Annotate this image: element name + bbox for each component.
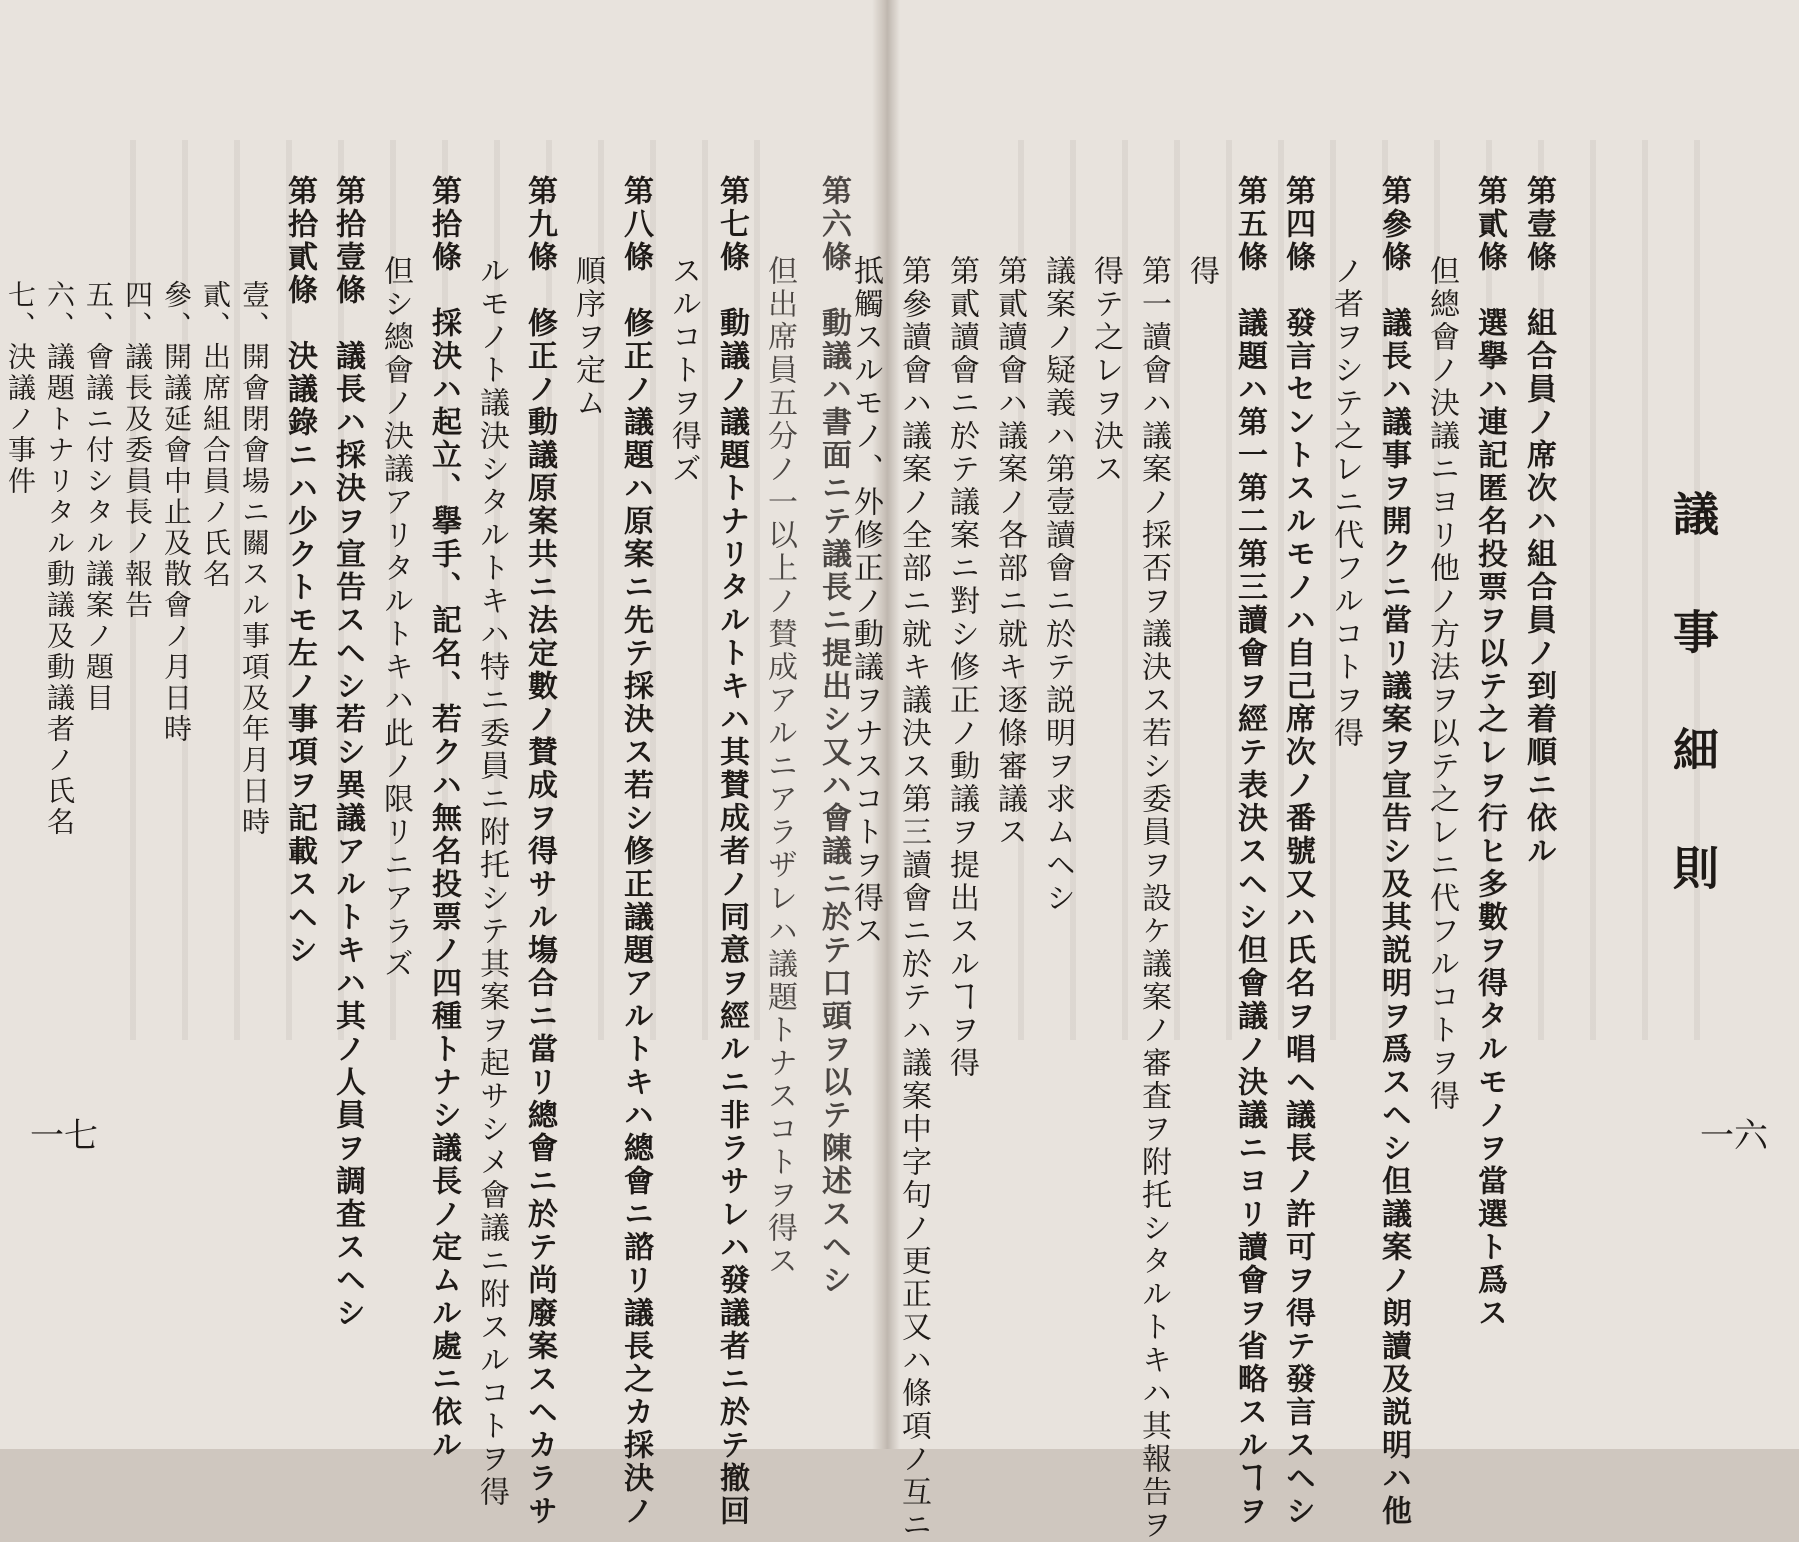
article-10-proviso: 但シ總會ノ決議アリタルトキハ此ノ限リニアラズ — [378, 255, 413, 981]
article-7-continued: スルコトヲ得ズ — [666, 255, 701, 486]
article-8-continued: 順序ヲ定ム — [570, 255, 605, 420]
article-9: 第九條 修正ノ動議原案共ニ法定數ノ賛成ヲ得サル塲合ニ當リ總會ニ於テ尚廢案スヘカラサ — [522, 175, 557, 1528]
first-reading-questions: 議案ノ疑義ハ第壹讀會ニ於テ説明ヲ求ムヘシ — [1040, 255, 1075, 915]
article-11: 第拾壹條 議長ハ採決ヲ宣告スヘシ若シ異議アルトキハ其ノ人員ヲ調査スヘシ — [330, 175, 365, 1330]
article-3-continued: ノ者ヲシテ之レニ代フルコトヲ得 — [1328, 255, 1363, 750]
record-item-3: 參、開議延會中止及散會ノ月日時 — [160, 280, 193, 745]
first-reading-rule: 第一讀會ハ議案ノ採否ヲ議決ス若シ委員ヲ設ケ議案ノ審査ヲ附托シタルトキハ其報告ヲ — [1136, 255, 1171, 1542]
article-6: 第六條 動議ハ書面ニテ議長ニ提出シ又ハ會議ニ於テ口頭ヲ以テ陳述スヘシ — [816, 175, 851, 1297]
article-10: 第拾條 採決ハ起立、擧手、記名、若クハ無名投票ノ四種トナシ議長ノ定ムル處ニ依ル — [426, 175, 461, 1462]
article-2-proviso: 但總會ノ決議ニヨリ他ノ方法ヲ以テ之レニ代フルコトヲ得 — [1424, 255, 1459, 1113]
article-8: 第八條 修正ノ議題ハ原案ニ先テ採決ス若シ修正議題アルトキハ總會ニ諮リ議長之カ採決ノ — [618, 175, 653, 1528]
article-7: 第七條 動議ノ議題トナリタルトキハ其賛成者ノ同意ヲ經ルニ非ラサレハ發議者ニ於テ撤回 — [714, 175, 749, 1528]
article-5-continued: 得 — [1184, 255, 1219, 288]
second-reading-rule: 第貳讀會ハ議案ノ各部ニ就キ逐條審議ス — [992, 255, 1027, 849]
article-6-proviso: 但出席員五分ノ一以上ノ賛成アルニアラザレハ議題トナスコトヲ得ス — [762, 255, 797, 1278]
article-12: 第拾貳條 決議錄ニハ少クトモ左ノ事項ヲ記載スヘシ — [282, 175, 317, 967]
article-4: 第四條 發言セントスルモノハ自己席次ノ番號又ハ氏名ヲ唱ヘ議長ノ許可ヲ得テ發言スヘシ — [1280, 175, 1315, 1528]
record-item-1: 壹、開會閉會場ニ關スル事項及年月日時 — [238, 280, 271, 838]
page-number-left: 一七 — [30, 1116, 98, 1156]
record-item-7: 七、決議ノ事件 — [4, 280, 37, 497]
record-item-2: 貳、出席組合員ノ氏名 — [199, 280, 232, 590]
article-3: 第參條 議長ハ議事ヲ開クニ當リ議案ヲ宣告シ及其説明ヲ爲スヘシ但議案ノ朗讀及説明ハ他 — [1376, 175, 1411, 1528]
second-reading-amendment: 第貳讀會ニ於テ議案ニ對シ修正ノ動議ヲ提出スルヿヲ得 — [944, 255, 979, 1080]
third-reading-rule-continued: 抵觸スルモノ、外修正ノ動議ヲナスコトヲ得ス — [848, 255, 883, 948]
record-item-4: 四、議長及委員長ノ報告 — [121, 280, 154, 621]
article-2: 第貳條 選擧ハ連記匿名投票ヲ以テ之レヲ行ヒ多數ヲ得タルモノヲ當選ト爲ス — [1472, 175, 1507, 1330]
article-9-continued: ルモノト議決シタルトキハ特ニ委員ニ附托シテ其案ヲ起サシメ會議ニ附スルコトヲ得 — [474, 255, 509, 1509]
page-title: 議事細則 — [1666, 490, 1720, 962]
article-5: 第五條 議題ハ第一第二第三讀會ヲ經テ表決スヘシ但會議ノ決議ニヨリ讀會ヲ省略スルヿヲ — [1232, 175, 1267, 1528]
record-item-6: 六、議題トナリタル動議及動議者ノ氏名 — [43, 280, 76, 838]
page-number-right: 一六 — [1700, 1116, 1768, 1156]
first-reading-rule-continued: 得テ之レヲ決ス — [1088, 255, 1123, 486]
record-item-5: 五、會議ニ付シタル議案ノ題目 — [82, 280, 115, 714]
third-reading-rule: 第參讀會ハ議案ノ全部ニ就キ議決ス第三讀會ニ於テハ議案中字句ノ更正又ハ條項ノ互ニ — [896, 255, 931, 1542]
article-1: 第壹條 組合員ノ席次ハ組合員ノ到着順ニ依ル — [1521, 175, 1556, 868]
